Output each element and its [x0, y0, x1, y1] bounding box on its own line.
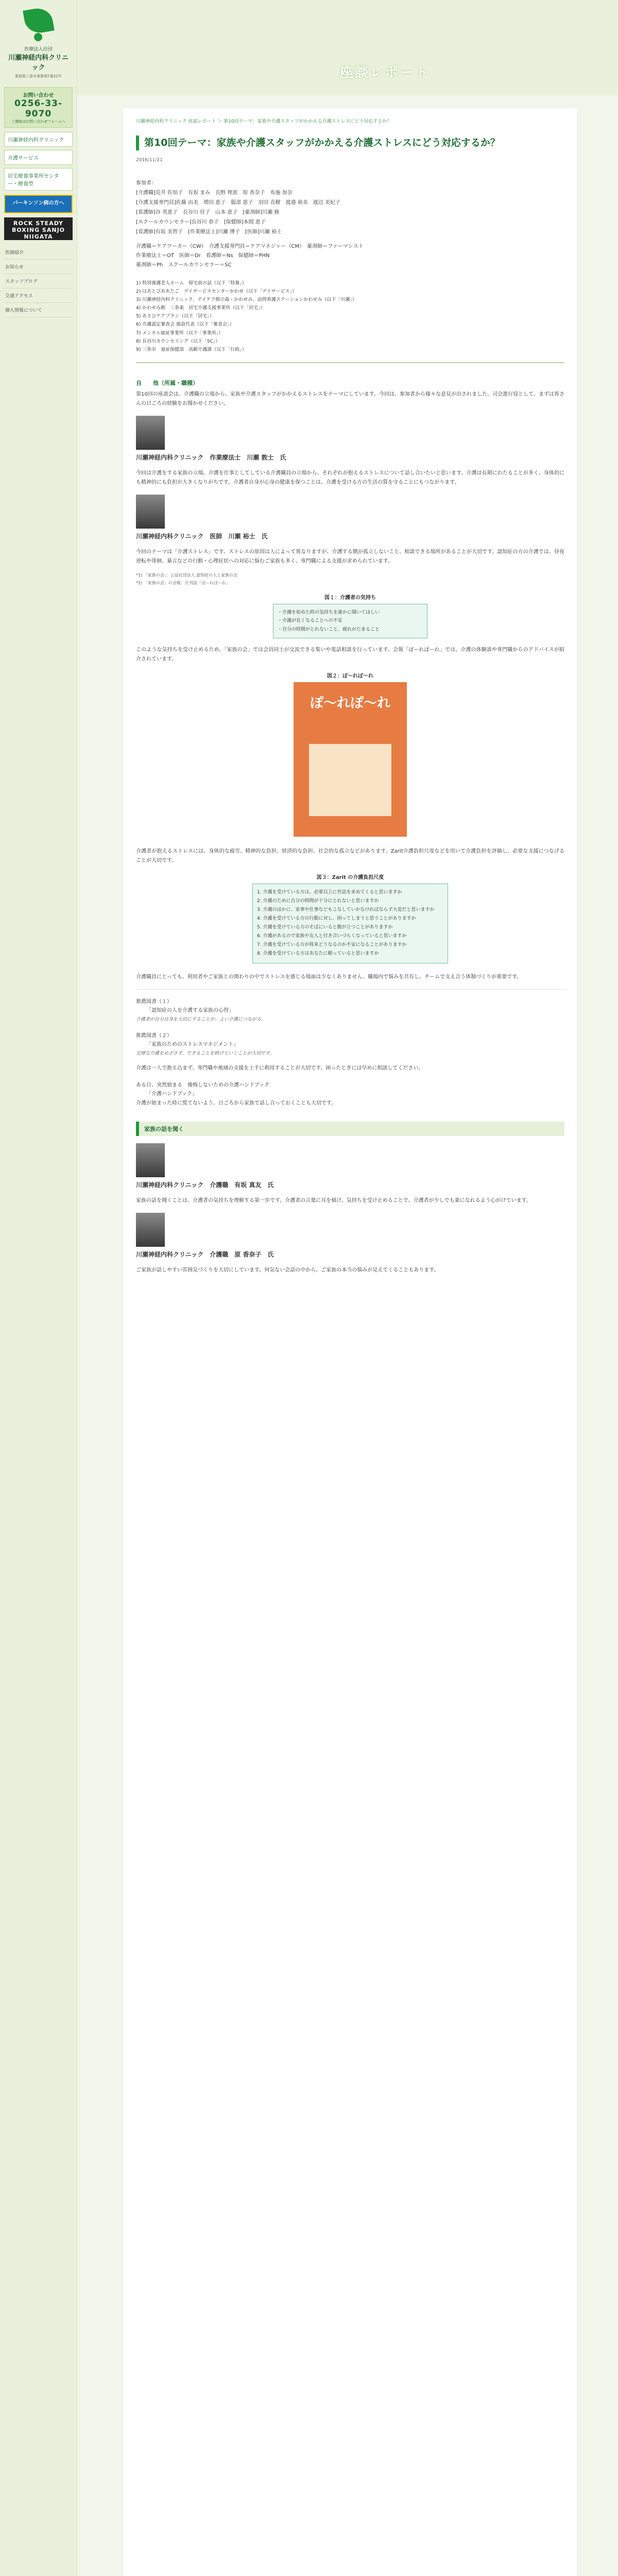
paragraph: 介護職員にとっても、利用者やご家族との関わりの中でストレスを感じる場面は少なくありません。職場内で悩みを共有し、チームで支え合う体制づくりが重要です。	[136, 974, 522, 980]
note-line: 1) 特別養護老人ホーム 帰宅前の話（以下「特養」）	[136, 280, 247, 286]
article-title: 第10回テーマ：家族や介護スタッフがかかえる介護ストレスにどう対応するか？	[136, 135, 564, 150]
contact-phone[interactable]: 0256-33-9070	[14, 98, 63, 119]
book-heading: 推薦図書（１）	[136, 998, 172, 1005]
note-line: 2) はあとぴああたご デイサービスセンターかわせ（以下「デイサービス」）	[136, 289, 297, 294]
figure-title: 図１：介護者の気持ち	[324, 595, 376, 601]
book-heading: 推薦図書（２）	[136, 1032, 172, 1039]
contact-box[interactable]	[4, 87, 73, 128]
header-band	[77, 0, 618, 95]
note-line: 5) あさひケアプラン（以下「居宅」）	[136, 314, 214, 319]
figure-box	[252, 884, 448, 963]
attendees-list	[136, 188, 564, 237]
link-staff-blog[interactable]: スタッフブログ	[4, 274, 73, 289]
paragraph: 第10回の座談会は、介護職の立場から、家族や介護スタッフがかかえるストレスをテーマにしています。今回は、参加者から様々な意見が出されました。司会進行役として、まずは皆さんの日ごろの経験をお聞かせください。	[136, 392, 564, 407]
nav-care-service[interactable]: 介護サービス	[4, 150, 73, 165]
cover-title: ぽ～れぽ～れ	[310, 695, 390, 711]
speaker-photo	[136, 416, 165, 450]
link-news[interactable]: お知らせ	[4, 260, 73, 274]
book-quote: 介護者が自分自身を大切にすることが、よい介護につながる。	[136, 1016, 266, 1022]
figure-line: 6. 介護があるので家族や友人と付き合いづらくなっていると思いますか	[257, 934, 407, 939]
speaker-caption: 川瀬神経内科クリニック 作業療法士 川瀬 敦士 氏	[136, 454, 286, 462]
paragraph: 今回のテーマは「介護ストレス」です。ストレスの原因は人によって異なりますが、介護する側が孤立しないこと、相談できる場所があることが大切です。認知症の方の介護では、昼夜逆転や徘徊、暴言などの行動・心理症状への対応に悩むご家族も多く、専門職による支援が求められています。	[136, 549, 564, 565]
abbreviation-list	[136, 242, 564, 270]
paragraph: 介護が始まった時に慌てないよう、日ごろから家族で話し合っておくことも大切です。	[136, 1100, 337, 1106]
speaker-caption: 川瀬神経内科クリニック 介護職 原 香奈子 氏	[136, 1250, 274, 1258]
link-access[interactable]: 交通アクセス	[4, 289, 73, 303]
speaker-photo	[136, 1143, 165, 1177]
speaker-photo	[136, 1213, 165, 1247]
sidebar	[0, 0, 77, 2576]
speaker-photo	[136, 495, 165, 529]
contact-note: ご連絡はお問い合わせフォームへ	[11, 120, 65, 124]
attendee-line: [介護支援専門員]佐藤 由美 増田 恵子 服部 恵子 羽田 直樹 渡邉 裕美 渡辺 美紀子	[136, 199, 340, 206]
nav-clinic[interactable]: 川瀬神経内科クリニック	[4, 132, 73, 147]
figure-line: ・自分の時間がとれないこと、疲れがたまること	[278, 626, 380, 632]
note-line: 4) かわせみ館 三条東 居宅介護支援事業所（以下「居宅」）	[136, 306, 265, 311]
footnote: *2) 「家族の会」の会報：月刊誌「ぽーれぽーれ」	[136, 581, 230, 586]
speaker-caption: 川瀬神経内科クリニック 介護職 有坂 真友 氏	[136, 1181, 274, 1189]
paragraph: 今回は介護をする家族の立場、介護を仕事としてしている介護職員の立場から、それぞれが抱えるストレスについて話し合いたいと思います。介護は長期にわたることが多く、身体的にも精神的にも負担が大きくなりがちです。介護者自身が心身の健康を保つことは、介護を受ける方の生活の質を守ることにもつながります。	[136, 470, 564, 486]
abbr-line: 作業療法士＝OT 医師＝Dr 看護師＝Ns 保健師＝PHN	[136, 252, 270, 259]
attendee-line: [介護職]荒井 佐知子 有坂 まみ 長野 理恵 原 香奈子 布施 加奈	[136, 190, 293, 196]
figure-line: ・介護が長くなることへの不安	[278, 618, 342, 624]
abbr-line: 薬剤師＝Ph スクールカウンセラー＝SC	[136, 262, 232, 268]
note-line: 6) 介護認定審査会 施設代表（以下「審査会」）	[136, 322, 234, 328]
paragraph: 家族の話を聞くことは、介護者の気持ちを理解する第一歩です。介護者の言葉に耳を傾け、気持ちを受け止めることで、介護者が少しでも楽になれるよう心がけています。	[136, 1197, 531, 1204]
figure-line: 1. 介護を受けている方は、必要以上に世話を求めてくると思いますか	[257, 889, 402, 895]
footnote: *1) 「家族の会」：公益社団法人 認知症の人と家族の会	[136, 573, 238, 578]
logo-subtitle: 医療法人社団	[24, 47, 53, 52]
divider	[136, 989, 564, 990]
speaker-caption: 川瀬神経内科クリニック 医師 川瀬 裕士 氏	[136, 533, 268, 540]
note-line: 9) 三条市 福祉保健部 高齢介護課（以下「行政」）	[136, 347, 247, 352]
link-doctors[interactable]: 医師紹介	[4, 245, 73, 260]
book-title: 「認知症の人を介護する家族の心得」	[146, 1007, 234, 1013]
book-title: 「家族のためのストレスマネジメント」	[146, 1041, 239, 1047]
figure-box	[273, 604, 427, 638]
figure-line: 2. 介護のために自分の時間が十分にとれないと思いますか	[257, 898, 379, 904]
nav-home-care[interactable]: 居宅療養事業所センター・療養型	[4, 168, 73, 191]
leaf-logo-icon	[21, 7, 57, 43]
abbr-line: 介護職＝ケアワーカー（CW） 介護支援専門員＝ケアマネジャー（CM） 薬剤師＝ファーマシスト	[136, 243, 364, 249]
attendee-line: [看護師]谷 英恵子 長谷川 佳子 山本 恵子 [薬剤師]川瀬 修	[136, 209, 280, 215]
logo-address: 新潟県三条市東新保7番22号	[15, 74, 62, 78]
note-line: 7) メンタル福祉事業所（以下「事業所」）	[136, 330, 224, 336]
section-heading: 自 他（所属・職種）	[136, 380, 198, 387]
figure-title: 図３：Zarit の介護負担尺度	[316, 874, 384, 880]
parkinson-banner[interactable]: パーキンソン病の方へ	[4, 195, 73, 213]
attendee-line: [看護師]有坂 美智子 [作業療法士]川瀬 博子 [医師]川瀬 裕士	[136, 229, 282, 235]
cover-illustration	[309, 744, 391, 816]
page-title: 座談レポート	[340, 65, 430, 80]
book-title: 「介護ハンドブック」	[146, 1091, 197, 1097]
note-line: 8) 長谷川カウンセリング（以下「SC」）	[136, 338, 220, 344]
figure-line: 4. 介護を受けている方の行動に対し、困ってしまうと思うことがありますか	[257, 916, 416, 922]
paragraph: 介護は一人で抱え込まず、専門職や地域の支援を上手に利用することが大切です。困ったときには早めに相談してください。	[136, 1065, 424, 1071]
rock-steady-banner[interactable]: ROCK STEADY BOXING SANJO NIIGATA	[4, 217, 73, 240]
paragraph: このような気持ちを受け止めるため、「家族の会」では会員同士が交流できる集いや電話相談を行っています。会報「ぽーれぽーれ」では、介護の体験談や専門職からのアドバイスが紹介されています。	[136, 647, 564, 662]
main-content	[124, 108, 577, 2576]
affiliation-notes	[136, 279, 564, 364]
book-heading: ある日、突然始まる 後悔しないための介護ハンドブック	[136, 1082, 269, 1088]
attendee-line: [スクールカウンセラー]長谷川 恭子 [保健師]本間 恵子	[136, 219, 266, 225]
attendees-label: 参加者：	[136, 180, 157, 186]
paragraph: ご家族が話しやすい雰囲気づくりを大切にしています。何気ない会話の中から、ご家族の本当の悩みが見えてくることもあります。	[136, 1267, 439, 1273]
sidebar-links	[4, 245, 73, 317]
section-band: 家族の話を聞く	[136, 1122, 564, 1136]
figure-line: 8. 介護を受けている方はあなたに頼っていると思いますか	[257, 951, 379, 957]
figure-title: 図２：ぽ～れぽ～れ	[327, 673, 373, 679]
sidebar-nav	[4, 132, 73, 191]
newsletter-cover	[294, 682, 407, 837]
article-date: 2016/11/21	[136, 157, 163, 163]
figure-line: ・介護を始めた時の気持ちを誰かに聞いてほしい	[278, 610, 380, 616]
note-line: 3) 川瀬神経内科クリニック、デイケア館の森・かわせみ、訪問看護ステーションかわせみ（以下「川瀬」）	[136, 297, 357, 302]
breadcrumb[interactable]: 川瀬神経内科クリニック 座談レポート ＞ 第10回テーマ：家族や介護スタッフがかかえる介護ストレスにどう対応するか？	[136, 119, 392, 124]
paragraph: 介護者が抱えるストレスには、身体的な疲労、精神的な負担、経済的な負担、社会的な孤立などがあります。Zarit介護負担尺度などを用いて介護負担を評価し、必要な支援につなげることが大切です。	[136, 848, 564, 863]
logo-name: 川瀬神経内科クリニック	[8, 54, 68, 72]
figure-line: 7. 介護を受けている方が将来どうなるのか不安になることがありますか	[257, 942, 407, 948]
book-quote: 完璧な介護をめざさず、できることを続けていくことが大切です。	[136, 1050, 274, 1056]
figure-line: 5. 介護を受けている方のそばにいると腹が立つことがありますか	[257, 925, 393, 930]
link-privacy[interactable]: 個人情報について	[4, 303, 73, 317]
contact-title: お問い合わせ	[23, 93, 54, 98]
figure-line: 3. 介護のほかに、家事や仕事などもこなしていかなければならず大変だと思いますか	[257, 907, 435, 912]
clinic-logo[interactable]	[0, 0, 77, 84]
